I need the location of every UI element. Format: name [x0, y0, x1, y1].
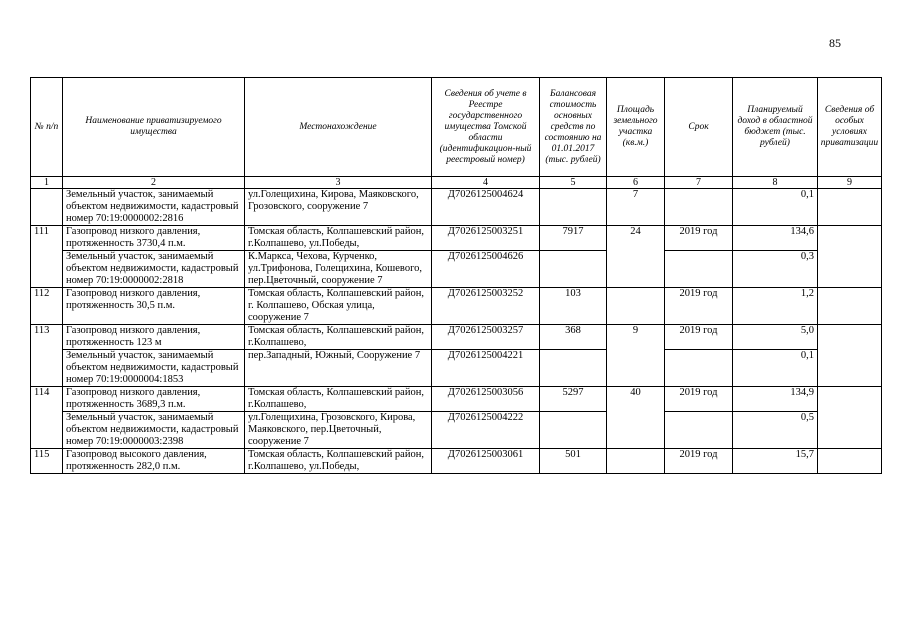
- table-row: [31, 449, 882, 474]
- cell-location: Томская область, Колпашевский район, г.Колпашево, ул.Победы,: [245, 226, 432, 251]
- cell-income: 134,6: [733, 226, 818, 251]
- cell-term: [665, 251, 733, 288]
- cell-term: 2019 год: [665, 288, 733, 325]
- cell-income: 0,1: [733, 189, 818, 226]
- cell-name: Земельный участок, занимаемый объектом недвижимости, кадастровый номер 70:19:0000002:2816: [63, 189, 245, 226]
- cell-income: 0,3: [733, 251, 818, 288]
- cell-conditions: [818, 189, 882, 226]
- cell-value: [540, 350, 607, 387]
- header-book-value: Балансовая стоимость основных средств по состоянию на 01.01.2017 (тыс. рублей): [540, 78, 607, 177]
- header-term: Срок: [665, 78, 733, 177]
- column-number: 4: [432, 177, 540, 189]
- cell-term: 2019 год: [665, 226, 733, 251]
- table-row: [31, 288, 882, 325]
- cell-value: [540, 251, 607, 288]
- cell-location: ул.Голещихина, Грозовского, Кирова, Маяковского, пер.Цветочный, сооружение 7: [245, 412, 432, 449]
- header-row: [31, 78, 882, 177]
- table-row: [31, 251, 882, 288]
- cell-income: 1,2: [733, 288, 818, 325]
- cell-value: 7917: [540, 226, 607, 251]
- column-number: 6: [607, 177, 665, 189]
- cell-registry: Д7026125003252: [432, 288, 540, 325]
- header-name: Наименование приватизируемого имущества: [63, 78, 245, 177]
- cell-value: 5297: [540, 387, 607, 412]
- cell-area: 40: [607, 387, 665, 449]
- cell-conditions: [818, 325, 882, 387]
- table-row: [31, 325, 882, 350]
- cell-term: [665, 412, 733, 449]
- column-number: 1: [31, 177, 63, 189]
- cell-income: 5,0: [733, 325, 818, 350]
- table-row: [31, 412, 882, 449]
- column-number: 2: [63, 177, 245, 189]
- table-row: [31, 189, 882, 226]
- cell-term: 2019 год: [665, 387, 733, 412]
- cell-registry: Д7026125003257: [432, 325, 540, 350]
- cell-term: [665, 350, 733, 387]
- table-row: [31, 350, 882, 387]
- cell-income: 15,7: [733, 449, 818, 474]
- cell-area: [607, 449, 665, 474]
- cell-registry: Д7026125003251: [432, 226, 540, 251]
- privatization-table: [30, 77, 882, 474]
- column-number-row: [31, 177, 882, 189]
- cell-name: Газопровод низкого давления, протяженность 123 м: [63, 325, 245, 350]
- cell-area: 7: [607, 189, 665, 226]
- cell-location: Томская область, Колпашевский район, г. Колпашево, Обская улица, сооружение 7: [245, 288, 432, 325]
- cell-registry: Д7026125004222: [432, 412, 540, 449]
- cell-num: [31, 189, 63, 226]
- cell-num: 114: [31, 387, 63, 449]
- cell-num: 115: [31, 449, 63, 474]
- column-number: 8: [733, 177, 818, 189]
- cell-conditions: [818, 387, 882, 449]
- cell-value: [540, 412, 607, 449]
- cell-income: 134,9: [733, 387, 818, 412]
- cell-value: [540, 189, 607, 226]
- cell-income: 0,1: [733, 350, 818, 387]
- cell-registry: Д7026125004221: [432, 350, 540, 387]
- cell-value: 368: [540, 325, 607, 350]
- cell-num: 111: [31, 226, 63, 288]
- cell-term: 2019 год: [665, 449, 733, 474]
- header-area: Площадь земельного участка (кв.м.): [607, 78, 665, 177]
- cell-location: пер.Западный, Южный, Сооружение 7: [245, 350, 432, 387]
- cell-conditions: [818, 226, 882, 288]
- column-number: 5: [540, 177, 607, 189]
- header-location: Местонахождение: [245, 78, 432, 177]
- table-row: [31, 226, 882, 251]
- column-number: 3: [245, 177, 432, 189]
- cell-registry: Д7026125003056: [432, 387, 540, 412]
- cell-term: 2019 год: [665, 325, 733, 350]
- cell-term: [665, 189, 733, 226]
- header-income: Планируемый доход в областной бюджет (тыс. рублей): [733, 78, 818, 177]
- cell-name: Земельный участок, занимаемый объектом недвижимости, кадастровый номер 70:19:0000003:2398: [63, 412, 245, 449]
- cell-conditions: [818, 449, 882, 474]
- cell-name: Газопровод низкого давления, протяженность 3730,4 п.м.: [63, 226, 245, 251]
- cell-registry: Д7026125004626: [432, 251, 540, 288]
- cell-registry: Д7026125004624: [432, 189, 540, 226]
- cell-location: Томская область, Колпашевский район, г.Колпашево, ул.Победы,: [245, 449, 432, 474]
- page-number: 85: [829, 36, 841, 50]
- cell-registry: Д7026125003061: [432, 449, 540, 474]
- cell-num: 112: [31, 288, 63, 325]
- cell-name: Земельный участок, занимаемый объектом недвижимости, кадастровый номер 70:19:0000004:1853: [63, 350, 245, 387]
- cell-value: 501: [540, 449, 607, 474]
- cell-location: Томская область, Колпашевский район, г.Колпашево,: [245, 325, 432, 350]
- cell-location: Томская область, Колпашевский район, г.Колпашево,: [245, 387, 432, 412]
- cell-conditions: [818, 288, 882, 325]
- cell-income: 0,5: [733, 412, 818, 449]
- cell-num: 113: [31, 325, 63, 387]
- cell-area: [607, 288, 665, 325]
- cell-area: 24: [607, 226, 665, 288]
- column-number: 7: [665, 177, 733, 189]
- cell-name: Газопровод высокого давления, протяженность 282,0 п.м.: [63, 449, 245, 474]
- header-registry: Сведения об учете в Реестре государственного имущества Томской области (идентификацион-ный реестровый номер): [432, 78, 540, 177]
- header-conditions: Сведения об особых условиях приватизации: [818, 78, 882, 177]
- table-row: [31, 387, 882, 412]
- cell-name: Газопровод низкого давления, протяженность 3689,3 п.м.: [63, 387, 245, 412]
- cell-location: ул.Голещихина, Кирова, Маяковского, Грозовского, сооружение 7: [245, 189, 432, 226]
- cell-name: Газопровод низкого давления, протяженность 30,5 п.м.: [63, 288, 245, 325]
- cell-area: 9: [607, 325, 665, 387]
- cell-location: К.Маркса, Чехова, Курченко, ул.Трифонова, Голещихина, Кошевого, пер.Цветочный, сооружение 7: [245, 251, 432, 288]
- cell-name: Земельный участок, занимаемый объектом недвижимости, кадастровый номер 70:19:0000002:2818: [63, 251, 245, 288]
- column-number: 9: [818, 177, 882, 189]
- cell-value: 103: [540, 288, 607, 325]
- header-num: № п/п: [31, 78, 63, 177]
